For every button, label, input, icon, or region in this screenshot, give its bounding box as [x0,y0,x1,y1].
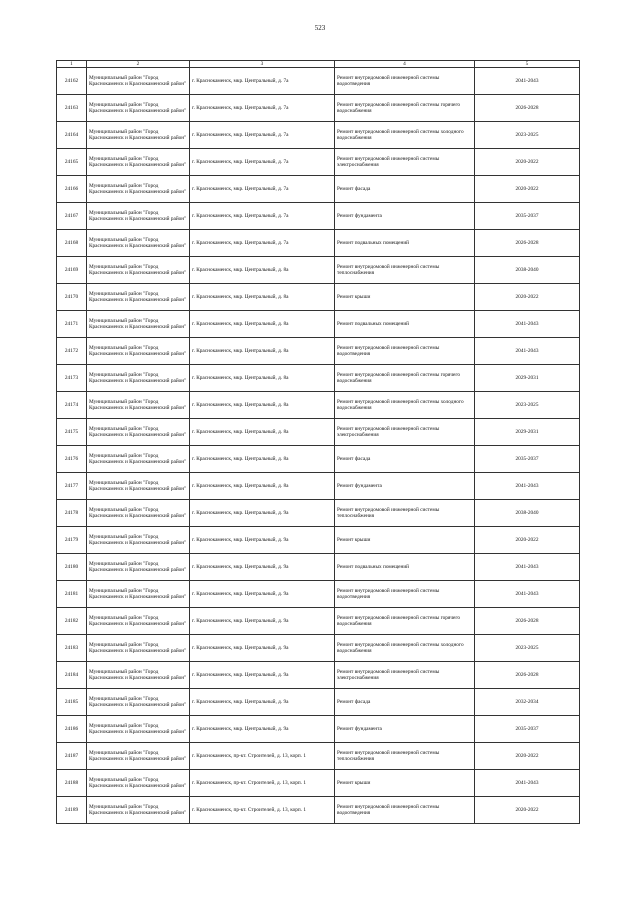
municipality-cell: Муниципальный район "Город Краснокаменск и Краснокаменский район" [87,419,190,446]
municipality-cell: Муниципальный район "Город Краснокаменск и Краснокаменский район" [87,446,190,473]
table-row [57,122,580,149]
table-row [57,446,580,473]
table-row [57,95,580,122]
row-number: 24174 [57,392,87,419]
table-row [57,662,580,689]
table-body [57,68,580,824]
work-type-cell: Ремонт внутридомовой инженерной системы теплоснабжения [335,743,475,770]
period-cell: 2041-2043 [475,770,580,797]
row-number: 24164 [57,122,87,149]
period-cell: 2041-2043 [475,338,580,365]
table-row [57,68,580,95]
period-cell: 2035-2037 [475,203,580,230]
municipality-cell: Муниципальный район "Город Краснокаменск и Краснокаменский район" [87,122,190,149]
address-cell: г. Краснокаменск, мкр. Центральный, д. 9а [190,581,335,608]
row-number: 24189 [57,797,87,824]
period-cell: 2029-2031 [475,419,580,446]
address-cell: г. Краснокаменск, мкр. Центральный, д. 8а [190,284,335,311]
work-type-cell: Ремонт внутридомовой инженерной системы холодного водоснабжения [335,392,475,419]
work-type-cell: Ремонт внутридомовой инженерной системы горячего водоснабжения [335,608,475,635]
row-number: 24177 [57,473,87,500]
work-type-cell: Ремонт подвальных помещений [335,230,475,257]
row-number: 24170 [57,284,87,311]
work-type-cell: Ремонт крыши [335,284,475,311]
address-cell: г. Краснокаменск, мкр. Центральный, д. 9а [190,527,335,554]
municipality-cell: Муниципальный район "Город Краснокаменск и Краснокаменский район" [87,527,190,554]
row-number: 24167 [57,203,87,230]
table-row [57,311,580,338]
municipality-cell: Муниципальный район "Город Краснокаменск и Краснокаменский район" [87,230,190,257]
period-cell: 2041-2043 [475,581,580,608]
row-number: 24180 [57,554,87,581]
period-cell: 2029-2031 [475,365,580,392]
municipality-cell: Муниципальный район "Город Краснокаменск и Краснокаменский район" [87,581,190,608]
row-number: 24172 [57,338,87,365]
period-cell: 2035-2037 [475,446,580,473]
period-cell: 2032-2034 [475,689,580,716]
period-cell: 2035-2037 [475,716,580,743]
row-number: 24173 [57,365,87,392]
municipality-cell: Муниципальный район "Город Краснокаменск и Краснокаменский район" [87,500,190,527]
row-number: 24183 [57,635,87,662]
period-cell: 2041-2043 [475,473,580,500]
address-cell: г. Краснокаменск, мкр. Центральный, д. 9а [190,716,335,743]
municipality-cell: Муниципальный район "Город Краснокаменск и Краснокаменский район" [87,743,190,770]
municipality-cell: Муниципальный район "Город Краснокаменск и Краснокаменский район" [87,770,190,797]
address-cell: г. Краснокаменск, пр-кт. Строителей, д. 13, корп. 1 [190,743,335,770]
work-type-cell: Ремонт фундамента [335,473,475,500]
work-type-cell: Ремонт внутридомовой инженерной системы теплоснабжения [335,257,475,284]
address-cell: г. Краснокаменск, пр-кт. Строителей, д. 13, корп. 1 [190,770,335,797]
table-row [57,635,580,662]
table-row [57,284,580,311]
period-cell: 2038-2040 [475,257,580,284]
row-number: 24168 [57,230,87,257]
period-cell: 2020-2022 [475,527,580,554]
address-cell: г. Краснокаменск, мкр. Центральный, д. 8а [190,419,335,446]
period-cell: 2020-2022 [475,149,580,176]
table-row [57,338,580,365]
municipality-cell: Муниципальный район "Город Краснокаменск и Краснокаменский район" [87,311,190,338]
address-cell: г. Краснокаменск, мкр. Центральный, д. 9а [190,662,335,689]
table-row [57,176,580,203]
period-cell: 2041-2043 [475,554,580,581]
table-row [57,770,580,797]
period-cell: 2023-2025 [475,122,580,149]
table-row [57,689,580,716]
work-type-cell: Ремонт фундамента [335,203,475,230]
municipality-cell: Муниципальный район "Город Краснокаменск и Краснокаменский район" [87,608,190,635]
period-cell: 2020-2022 [475,743,580,770]
municipality-cell: Муниципальный район "Город Краснокаменск и Краснокаменский район" [87,176,190,203]
table-row [57,716,580,743]
row-number: 24182 [57,608,87,635]
address-cell: г. Краснокаменск, мкр. Центральный, д. 7а [190,149,335,176]
column-header-3: 3 [190,61,335,68]
work-type-cell: Ремонт внутридомовой инженерной системы водоотведения [335,581,475,608]
row-number: 24178 [57,500,87,527]
municipality-cell: Муниципальный район "Город Краснокаменск и Краснокаменский район" [87,716,190,743]
municipality-cell: Муниципальный район "Город Краснокаменск и Краснокаменский район" [87,338,190,365]
address-cell: г. Краснокаменск, мкр. Центральный, д. 9а [190,689,335,716]
table-row [57,743,580,770]
row-number: 24169 [57,257,87,284]
work-type-cell: Ремонт подвальных помещений [335,311,475,338]
address-cell: г. Краснокаменск, мкр. Центральный, д. 7а [190,176,335,203]
row-number: 24188 [57,770,87,797]
work-type-cell: Ремонт внутридомовой инженерной системы водоотведения [335,68,475,95]
period-cell: 2041-2043 [475,68,580,95]
row-number: 24166 [57,176,87,203]
row-number: 24186 [57,716,87,743]
row-number: 24175 [57,419,87,446]
table-row [57,203,580,230]
municipality-cell: Муниципальный район "Город Краснокаменск и Краснокаменский район" [87,203,190,230]
address-cell: г. Краснокаменск, мкр. Центральный, д. 7а [190,68,335,95]
address-cell: г. Краснокаменск, мкр. Центральный, д. 9а [190,635,335,662]
period-cell: 2023-2025 [475,635,580,662]
work-type-cell: Ремонт внутридомовой инженерной системы холодного водоснабжения [335,635,475,662]
work-type-cell: Ремонт внутридомовой инженерной системы электроснабжения [335,419,475,446]
period-cell: 2020-2022 [475,176,580,203]
municipality-cell: Муниципальный район "Город Краснокаменск и Краснокаменский район" [87,149,190,176]
table-row [57,392,580,419]
row-number: 24176 [57,446,87,473]
table-row [57,554,580,581]
work-type-cell: Ремонт фасада [335,446,475,473]
work-type-cell: Ремонт подвальных помещений [335,554,475,581]
period-cell: 2023-2025 [475,392,580,419]
table-row [57,797,580,824]
municipality-cell: Муниципальный район "Город Краснокаменск и Краснокаменский район" [87,662,190,689]
table-row [57,419,580,446]
work-type-cell: Ремонт внутридомовой инженерной системы теплоснабжения [335,500,475,527]
table-row [57,230,580,257]
row-number: 24165 [57,149,87,176]
address-cell: г. Краснокаменск, мкр. Центральный, д. 8а [190,392,335,419]
page-number: 523 [314,24,326,32]
period-cell: 2026-2028 [475,95,580,122]
work-type-cell: Ремонт внутридомовой инженерной системы водоотведения [335,797,475,824]
period-cell: 2026-2028 [475,230,580,257]
address-cell: г. Краснокаменск, пр-кт. Строителей, д. 13, корп. 1 [190,797,335,824]
period-cell: 2041-2043 [475,311,580,338]
address-cell: г. Краснокаменск, мкр. Центральный, д. 8а [190,311,335,338]
address-cell: г. Краснокаменск, мкр. Центральный, д. 9а [190,554,335,581]
work-type-cell: Ремонт внутридомовой инженерной системы горячего водоснабжения [335,365,475,392]
period-cell: 2020-2022 [475,797,580,824]
address-cell: г. Краснокаменск, мкр. Центральный, д. 8а [190,338,335,365]
address-cell: г. Краснокаменск, мкр. Центральный, д. 8а [190,446,335,473]
row-number: 24181 [57,581,87,608]
row-number: 24171 [57,311,87,338]
row-number: 24163 [57,95,87,122]
work-type-cell: Ремонт фасада [335,689,475,716]
period-cell: 2038-2040 [475,500,580,527]
municipality-cell: Муниципальный район "Город Краснокаменск и Краснокаменский район" [87,554,190,581]
row-number: 24179 [57,527,87,554]
period-cell: 2026-2028 [475,662,580,689]
row-number: 24162 [57,68,87,95]
period-cell: 2020-2022 [475,284,580,311]
work-type-cell: Ремонт внутридомовой инженерной системы водоотведения [335,338,475,365]
work-type-cell: Ремонт внутридомовой инженерной системы холодного водоснабжения [335,122,475,149]
address-cell: г. Краснокаменск, мкр. Центральный, д. 7а [190,95,335,122]
municipality-cell: Муниципальный район "Город Краснокаменск и Краснокаменский район" [87,257,190,284]
table-row [57,257,580,284]
address-cell: г. Краснокаменск, мкр. Центральный, д. 7а [190,230,335,257]
work-type-cell: Ремонт внутридомовой инженерной системы электроснабжения [335,662,475,689]
table-row [57,473,580,500]
municipality-cell: Муниципальный район "Город Краснокаменск и Краснокаменский район" [87,68,190,95]
municipality-cell: Муниципальный район "Город Краснокаменск и Краснокаменский район" [87,284,190,311]
work-type-cell: Ремонт внутридомовой инженерной системы электроснабжения [335,149,475,176]
table-row [57,527,580,554]
row-number: 24184 [57,662,87,689]
address-cell: г. Краснокаменск, мкр. Центральный, д. 8а [190,365,335,392]
row-number: 24185 [57,689,87,716]
table-row [57,581,580,608]
municipality-cell: Муниципальный район "Город Краснокаменск и Краснокаменский район" [87,635,190,662]
address-cell: г. Краснокаменск, мкр. Центральный, д. 9а [190,500,335,527]
registry-table [56,60,580,824]
work-type-cell: Ремонт фасада [335,176,475,203]
work-type-cell: Ремонт крыши [335,770,475,797]
column-header-1: 1 [57,61,87,68]
municipality-cell: Муниципальный район "Город Краснокаменск и Краснокаменский район" [87,95,190,122]
header-row [57,61,580,68]
table-row [57,149,580,176]
municipality-cell: Муниципальный район "Город Краснокаменск и Краснокаменский район" [87,365,190,392]
column-header-5: 5 [475,61,580,68]
work-type-cell: Ремонт внутридомовой инженерной системы горячего водоснабжения [335,95,475,122]
address-cell: г. Краснокаменск, мкр. Центральный, д. 7а [190,203,335,230]
table-row [57,500,580,527]
address-cell: г. Краснокаменск, мкр. Центральный, д. 9а [190,608,335,635]
column-header-4: 4 [335,61,475,68]
municipality-cell: Муниципальный район "Город Краснокаменск и Краснокаменский район" [87,689,190,716]
work-type-cell: Ремонт фундамента [335,716,475,743]
municipality-cell: Муниципальный район "Город Краснокаменск и Краснокаменский район" [87,797,190,824]
column-header-2: 2 [87,61,190,68]
work-type-cell: Ремонт крыши [335,527,475,554]
municipality-cell: Муниципальный район "Город Краснокаменск и Краснокаменский район" [87,392,190,419]
table-row [57,365,580,392]
row-number: 24187 [57,743,87,770]
address-cell: г. Краснокаменск, мкр. Центральный, д. 7а [190,122,335,149]
period-cell: 2026-2028 [475,608,580,635]
table-row [57,608,580,635]
municipality-cell: Муниципальный район "Город Краснокаменск и Краснокаменский район" [87,473,190,500]
address-cell: г. Краснокаменск, мкр. Центральный, д. 8а [190,473,335,500]
address-cell: г. Краснокаменск, мкр. Центральный, д. 8а [190,257,335,284]
